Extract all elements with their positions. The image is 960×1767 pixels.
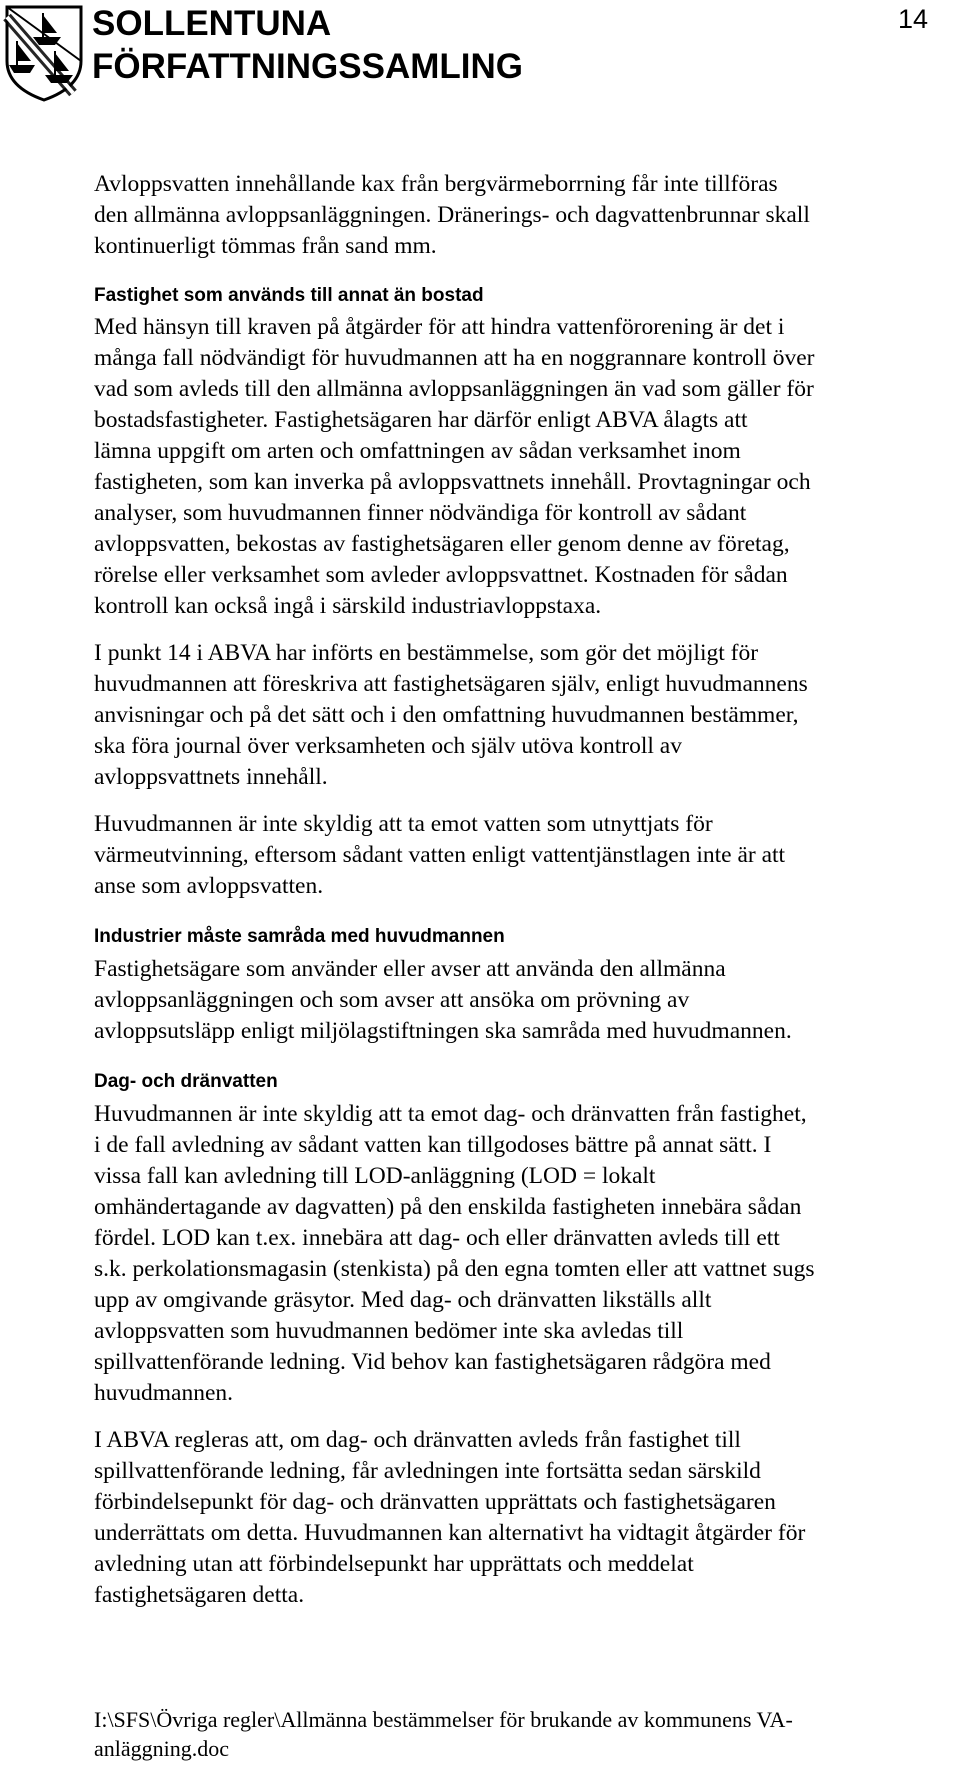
paragraph-heat-water: Huvudmannen är inte skyldig att ta emot vatten som utnyttjats för värmeutvinning, eftersom sådant vatten enligt vattentjänstlagen inte är att anse som avloppsvatten. xyxy=(94,811,786,899)
document-body xyxy=(94,169,944,1611)
paragraph-intro: Avloppsvatten innehållande kax från bergvärmeborrning får inte tillföras den allmänna avloppsanläggningen. Dränerings- och dagvattenbrunnar skall kontinuerligt tömmas från sand mm. xyxy=(94,171,810,259)
paragraph-lod: Huvudmannen är inte skyldig att ta emot dag- och dränvatten från fastighet, i de fall avledning av sådant vatten kan tillgodoses bättre på annat sätt. I vissa fall kan avledning till LOD-anläggning (LOD = lokalt omhändertagande av dagvatten) på den enskilda fastigheten innebära sådan fördel. LOD kan t.ex. innebära att dag- och eller dränvatten avleds till ett s.k. perkolationsmagasin (stenkista) på den egna tomten eller att vattnet sugs upp av omgivande gräsytor. Med dag- och dränvatten likställs allt avloppsvatten som huvudmannen bedömer inte ska avledas till spillvattenförande ledning. Vid behov kan fastighetsägaren rådgöra med huvudmannen. xyxy=(94,1101,815,1406)
paragraph-connection-point: I ABVA regleras att, om dag- och dränvatten avleds från fastighet till spillvattenförande ledning, får avledningen inte fortsätta sedan särskild förbindelsepunkt för dag- och dränvatten upprättats och fastighetsägaren underrättats om detta. Huvudmannen kan alternativt ha vidtagit åtgärder för avledning utan att förbindelsepunkt har upprättats och meddelat fastighetsägaren detta. xyxy=(94,1427,806,1608)
footer-file-path: I:\SFS\Övriga regler\Allmänna bestämmelser för brukande av kommunens VA- anläggning.doc xyxy=(94,1707,793,1761)
paragraph-industry: Fastighetsägare som använder eller avser att använda den allmänna avloppsanläggningen och som avser att ansöka om prövning av avloppsutsläpp enligt miljölagstiftningen ska samråda med huvudmannen. xyxy=(94,956,792,1044)
paragraph-inspection: Med hänsyn till kraven på åtgärder för att hindra vattenförorening är det i många fall nödvändigt för huvudmannen att ha en noggrannare kontroll över vad som avleds till den allmänna avloppsanläggningen än vad som gäller för bostadsfastigheter. Fastighetsägaren har därför enligt ABVA ålagts att lämna uppgift om arten och omfattningen av sådan verksamhet inom fastigheten, som kan inverka på avloppsvattnets innehåll. Provtagningar och analyser, som huvudmannen finner nödvändiga för kontroll av sådant avloppsvatten, bekostas av fastighetsägaren eller genom denne av företag, rörelse eller verksamhet som avleder avloppsvattnet. Kostnaden för sådan kontroll kan också ingå i särskild industriavloppstaxa. xyxy=(94,314,815,619)
title-line-2: FÖRFATTNINGSSAMLING xyxy=(92,47,523,86)
heading-industry: Industrier måste samråda med huvudmannen xyxy=(94,926,505,947)
heading-non-residential: Fastighet som används till annat än bostad xyxy=(94,285,484,306)
coat-of-arms-ships-icon xyxy=(3,3,85,103)
heading-storm-water: Dag- och dränvatten xyxy=(94,1071,278,1092)
title-line-1: SOLLENTUNA xyxy=(92,4,332,43)
page-number: 14 xyxy=(897,4,928,34)
paragraph-journal: I punkt 14 i ABVA har införts en bestämmelse, som gör det möjligt för huvudmannen att föreskriva att fastighetsägaren själv, enligt huvudmannens anvisningar och på det sätt och i den omfattning huvudmannen bestämmer, ska föra journal över verksamheten och själv utöva kontroll av avloppsvattnets innehåll. xyxy=(94,640,808,790)
page-title xyxy=(92,2,523,88)
